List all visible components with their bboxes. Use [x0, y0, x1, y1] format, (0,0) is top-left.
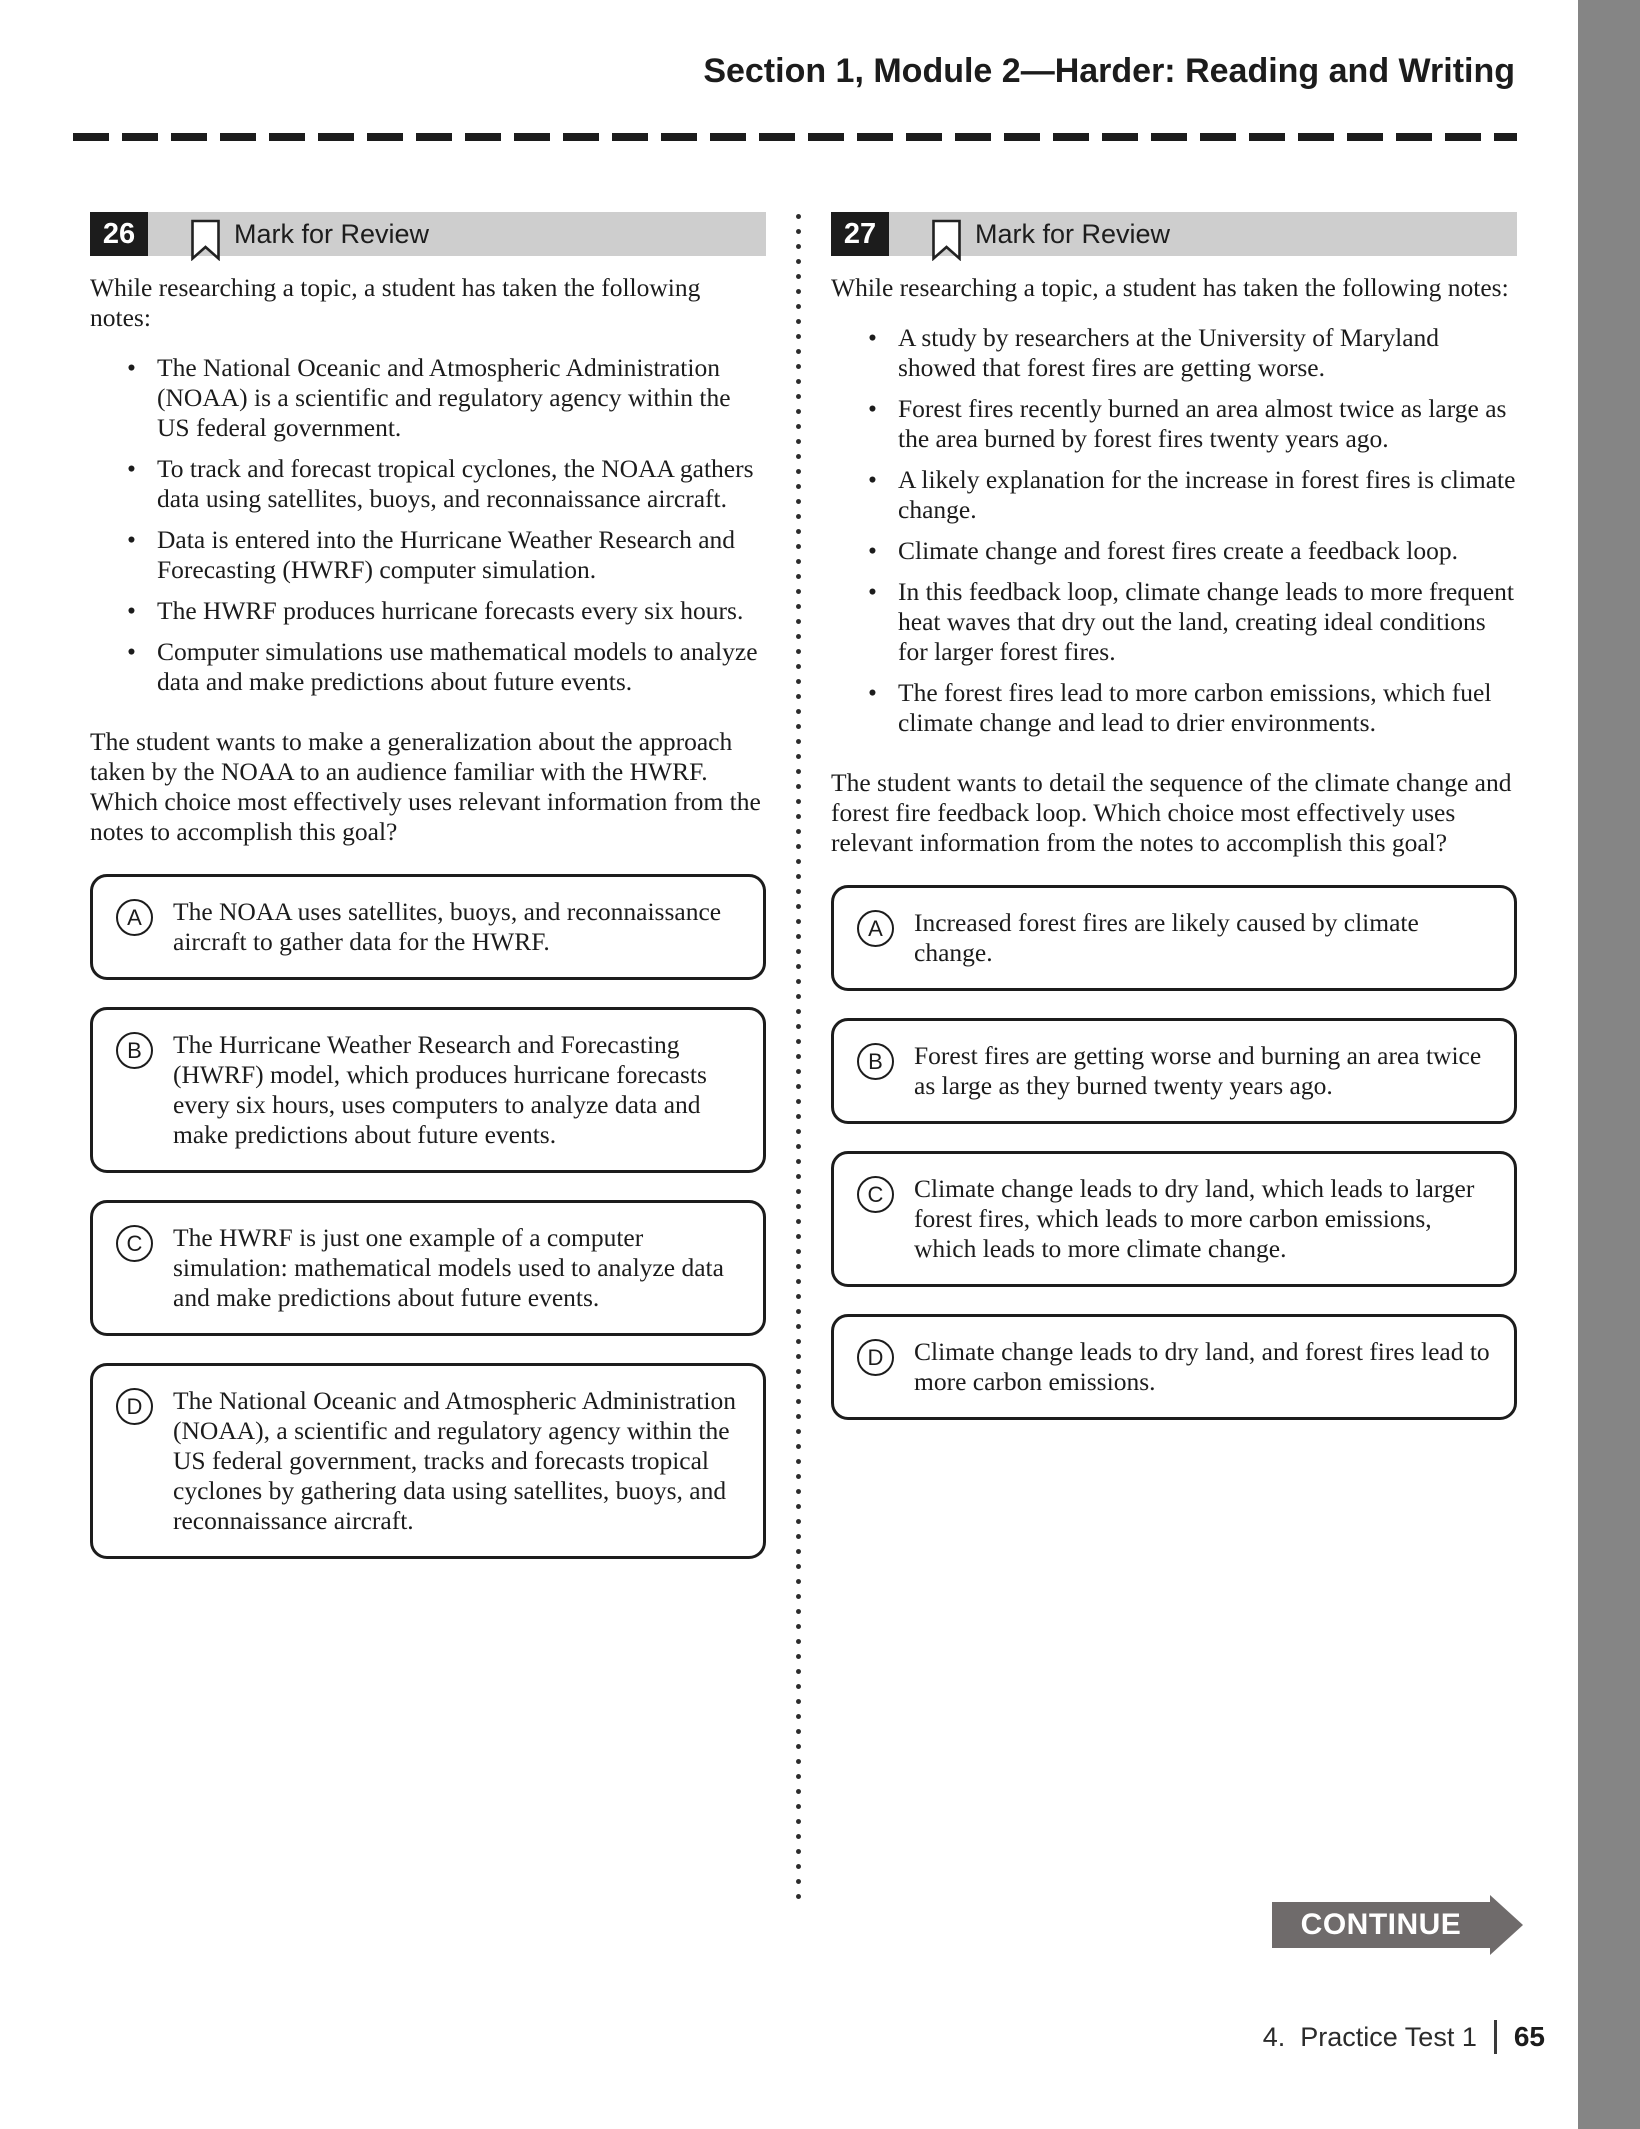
- notes-list: [831, 323, 1517, 738]
- question-stem: The student wants to make a generalization about the approach taken by the NOAA to an audience familiar with the HWRF. Which choice most effectively uses relevant information from the notes to accomplish this goal?: [90, 727, 761, 846]
- note-item: • The HWRF produces hurricane forecasts every six hours.: [157, 596, 766, 626]
- question-number-badge: 27: [831, 212, 889, 256]
- question-intro: While researching a topic, a student has taken the following notes:: [90, 273, 701, 332]
- note-item: • The National Oceanic and Atmospheric Administration (NOAA) is a scientific and regulatory agency within the US federal government.: [157, 353, 766, 443]
- question-26: [90, 212, 766, 1559]
- choice-text: The National Oceanic and Atmospheric Administration (NOAA), a scientific and regulatory agency within the US federal government, tracks and forecasts tropical cyclones by gathering data using satellites, buoys, and reconnaissance aircraft.: [173, 1386, 736, 1535]
- page-title: Section 1, Module 2—Harder: Reading and Writing: [703, 52, 1515, 90]
- mark-for-review-label: Mark for Review: [975, 218, 1171, 249]
- page-edge-strip: [1578, 0, 1640, 2129]
- notes-list: [90, 353, 766, 697]
- choice-letter-badge: A: [857, 910, 894, 947]
- mark-for-review-label: Mark for Review: [234, 218, 430, 249]
- answer-choice-c[interactable]: [831, 1151, 1517, 1287]
- choice-text: The NOAA uses satellites, buoys, and reconnaissance aircraft to gather data for the HWRF.: [173, 897, 722, 956]
- answer-choices: [90, 874, 766, 1559]
- choice-text: Increased forest fires are likely caused by climate change.: [914, 908, 1419, 967]
- mark-for-review-button[interactable]: [831, 212, 1517, 256]
- choice-text: Climate change leads to dry land, which leads to larger forest fires, which leads to more carbon emissions, which leads to more climate change.: [914, 1174, 1475, 1263]
- footer-page-number: 65: [1513, 2021, 1545, 2052]
- continue-label: CONTINUE: [1272, 1902, 1490, 1948]
- choice-letter-badge: C: [857, 1176, 894, 1213]
- note-item: • In this feedback loop, climate change leads to more frequent heat waves that dry out the land, creating ideal conditions for larger forest fires.: [898, 577, 1517, 667]
- bookmark-icon: [931, 219, 962, 261]
- answer-choice-c[interactable]: [90, 1200, 766, 1336]
- question-27: [831, 212, 1517, 1420]
- choice-letter-badge: D: [116, 1388, 153, 1425]
- note-item: • Data is entered into the Hurricane Weather Research and Forecasting (HWRF) computer simulation.: [157, 525, 766, 585]
- choice-letter-badge: A: [116, 899, 153, 936]
- note-item: • The forest fires lead to more carbon emissions, which fuel climate change and lead to drier environments.: [898, 678, 1517, 738]
- answer-choice-d[interactable]: [90, 1363, 766, 1559]
- choice-text: Forest fires are getting worse and burning an area twice as large as they burned twenty years ago.: [914, 1041, 1482, 1100]
- choice-text: Climate change leads to dry land, and forest fires lead to more carbon emissions.: [914, 1337, 1490, 1396]
- footer-separator: [1494, 2020, 1497, 2054]
- choice-letter-badge: D: [857, 1339, 894, 1376]
- choice-letter-badge: B: [857, 1043, 894, 1080]
- question-intro: While researching a topic, a student has taken the following notes:: [831, 273, 1509, 302]
- note-item: • A study by researchers at the University of Maryland showed that forest fires are getting worse.: [898, 323, 1517, 383]
- answer-choice-a[interactable]: [831, 885, 1517, 991]
- answer-choice-b[interactable]: [831, 1018, 1517, 1124]
- bookmark-icon: [190, 219, 221, 261]
- question-number-badge: 26: [90, 212, 148, 256]
- note-item: • Computer simulations use mathematical models to analyze data and make predictions about future events.: [157, 637, 766, 697]
- choice-letter-badge: C: [116, 1225, 153, 1262]
- header-dashed-rule: [73, 133, 1517, 141]
- note-item: • Climate change and forest fires create a feedback loop.: [898, 536, 1517, 566]
- continue-button[interactable]: [1272, 1902, 1490, 1948]
- arrow-right-icon: [1490, 1895, 1523, 1955]
- answer-choice-d[interactable]: [831, 1314, 1517, 1420]
- question-stem: The student wants to detail the sequence of the climate change and forest fire feedback loop. Which choice most effectively uses relevant information from the notes to accomplish this goal?: [831, 768, 1512, 857]
- answer-choice-a[interactable]: [90, 874, 766, 980]
- mark-for-review-button[interactable]: [90, 212, 766, 256]
- note-item: • A likely explanation for the increase in forest fires is climate change.: [898, 465, 1517, 525]
- choice-text: The HWRF is just one example of a computer simulation: mathematical models used to analyze data and make predictions about future events.: [173, 1223, 724, 1312]
- answer-choices: [831, 885, 1517, 1420]
- note-item: • Forest fires recently burned an area almost twice as large as the area burned by forest fires twenty years ago.: [898, 394, 1517, 454]
- footer-book-label: 4. Practice Test 1: [1262, 2021, 1477, 2052]
- page-footer: [1263, 2020, 1545, 2054]
- column-divider: [796, 214, 801, 1902]
- choice-text: The Hurricane Weather Research and Forecasting (HWRF) model, which produces hurricane forecasts every six hours, uses computers to analyze data and make predictions about future events.: [173, 1030, 707, 1149]
- choice-letter-badge: B: [116, 1032, 153, 1069]
- note-item: • To track and forecast tropical cyclones, the NOAA gathers data using satellites, buoys, and reconnaissance aircraft.: [157, 454, 766, 514]
- answer-choice-b[interactable]: [90, 1007, 766, 1173]
